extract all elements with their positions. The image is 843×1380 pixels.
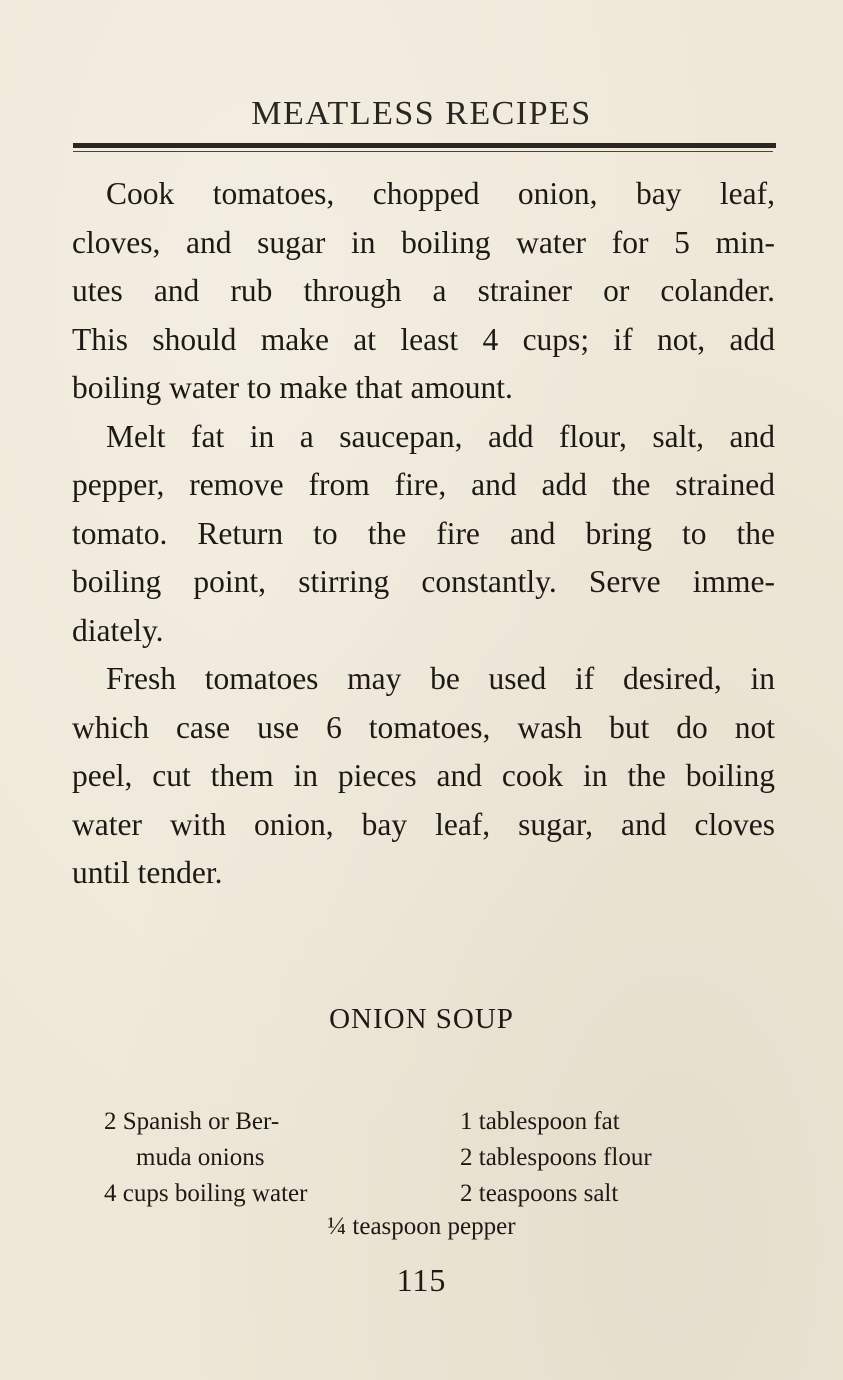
ingredient-item: 2 teaspoons salt (460, 1180, 619, 1207)
section-title: ONION SOUP (329, 1003, 514, 1035)
ingredients-right-column (460, 1104, 750, 1212)
paragraph-2 (72, 413, 775, 656)
text-line: utes and rub through a strainer or colander. (72, 273, 775, 308)
header-rule (73, 143, 776, 148)
ingredients-left-column (104, 1104, 444, 1212)
text-line: boiling point, stirring constantly. Serve imme- (72, 564, 775, 599)
recipe-instructions (72, 170, 775, 898)
paragraph-3 (72, 655, 775, 898)
page-number: 115 (396, 1262, 447, 1298)
text-line: cloves, and sugar in boiling water for 5 min- (72, 224, 775, 260)
text-line: Cook tomatoes, chopped onion, bay leaf, (106, 176, 775, 211)
paragraph-1 (72, 170, 775, 413)
text-line: Melt fat in a saucepan, add flour, salt, and (106, 418, 775, 454)
header-rule-thin (73, 151, 773, 152)
text-line: which case use 6 tomatoes, wash but do not (72, 709, 775, 745)
text-line: water with onion, bay leaf, sugar, and cloves (72, 806, 775, 842)
text-line: boiling water to make that amount. (72, 370, 513, 405)
text-line: Fresh tomatoes may be used if desired, in (106, 661, 775, 696)
ingredient-item-centered: ¼ teaspoon pepper (327, 1213, 516, 1240)
ingredient-item: 2 tablespoons flour (460, 1144, 652, 1171)
text-line: pepper, remove from fire, and add the strained (72, 467, 775, 502)
text-line: This should make at least 4 cups; if not, add (72, 321, 775, 357)
running-head: MEATLESS RECIPES (251, 95, 592, 132)
text-line: peel, cut them in pieces and cook in the boiling (72, 758, 775, 793)
text-line: tomato. Return to the fire and bring to the (72, 515, 775, 551)
ingredient-item: muda onions (136, 1144, 265, 1171)
text-line: diately. (72, 612, 164, 648)
ingredient-item: 2 Spanish or Ber- (104, 1108, 280, 1135)
text-line: until tender. (72, 855, 223, 890)
ingredient-item: 4 cups boiling water (104, 1180, 308, 1207)
ingredient-item: 1 tablespoon fat (460, 1108, 620, 1135)
